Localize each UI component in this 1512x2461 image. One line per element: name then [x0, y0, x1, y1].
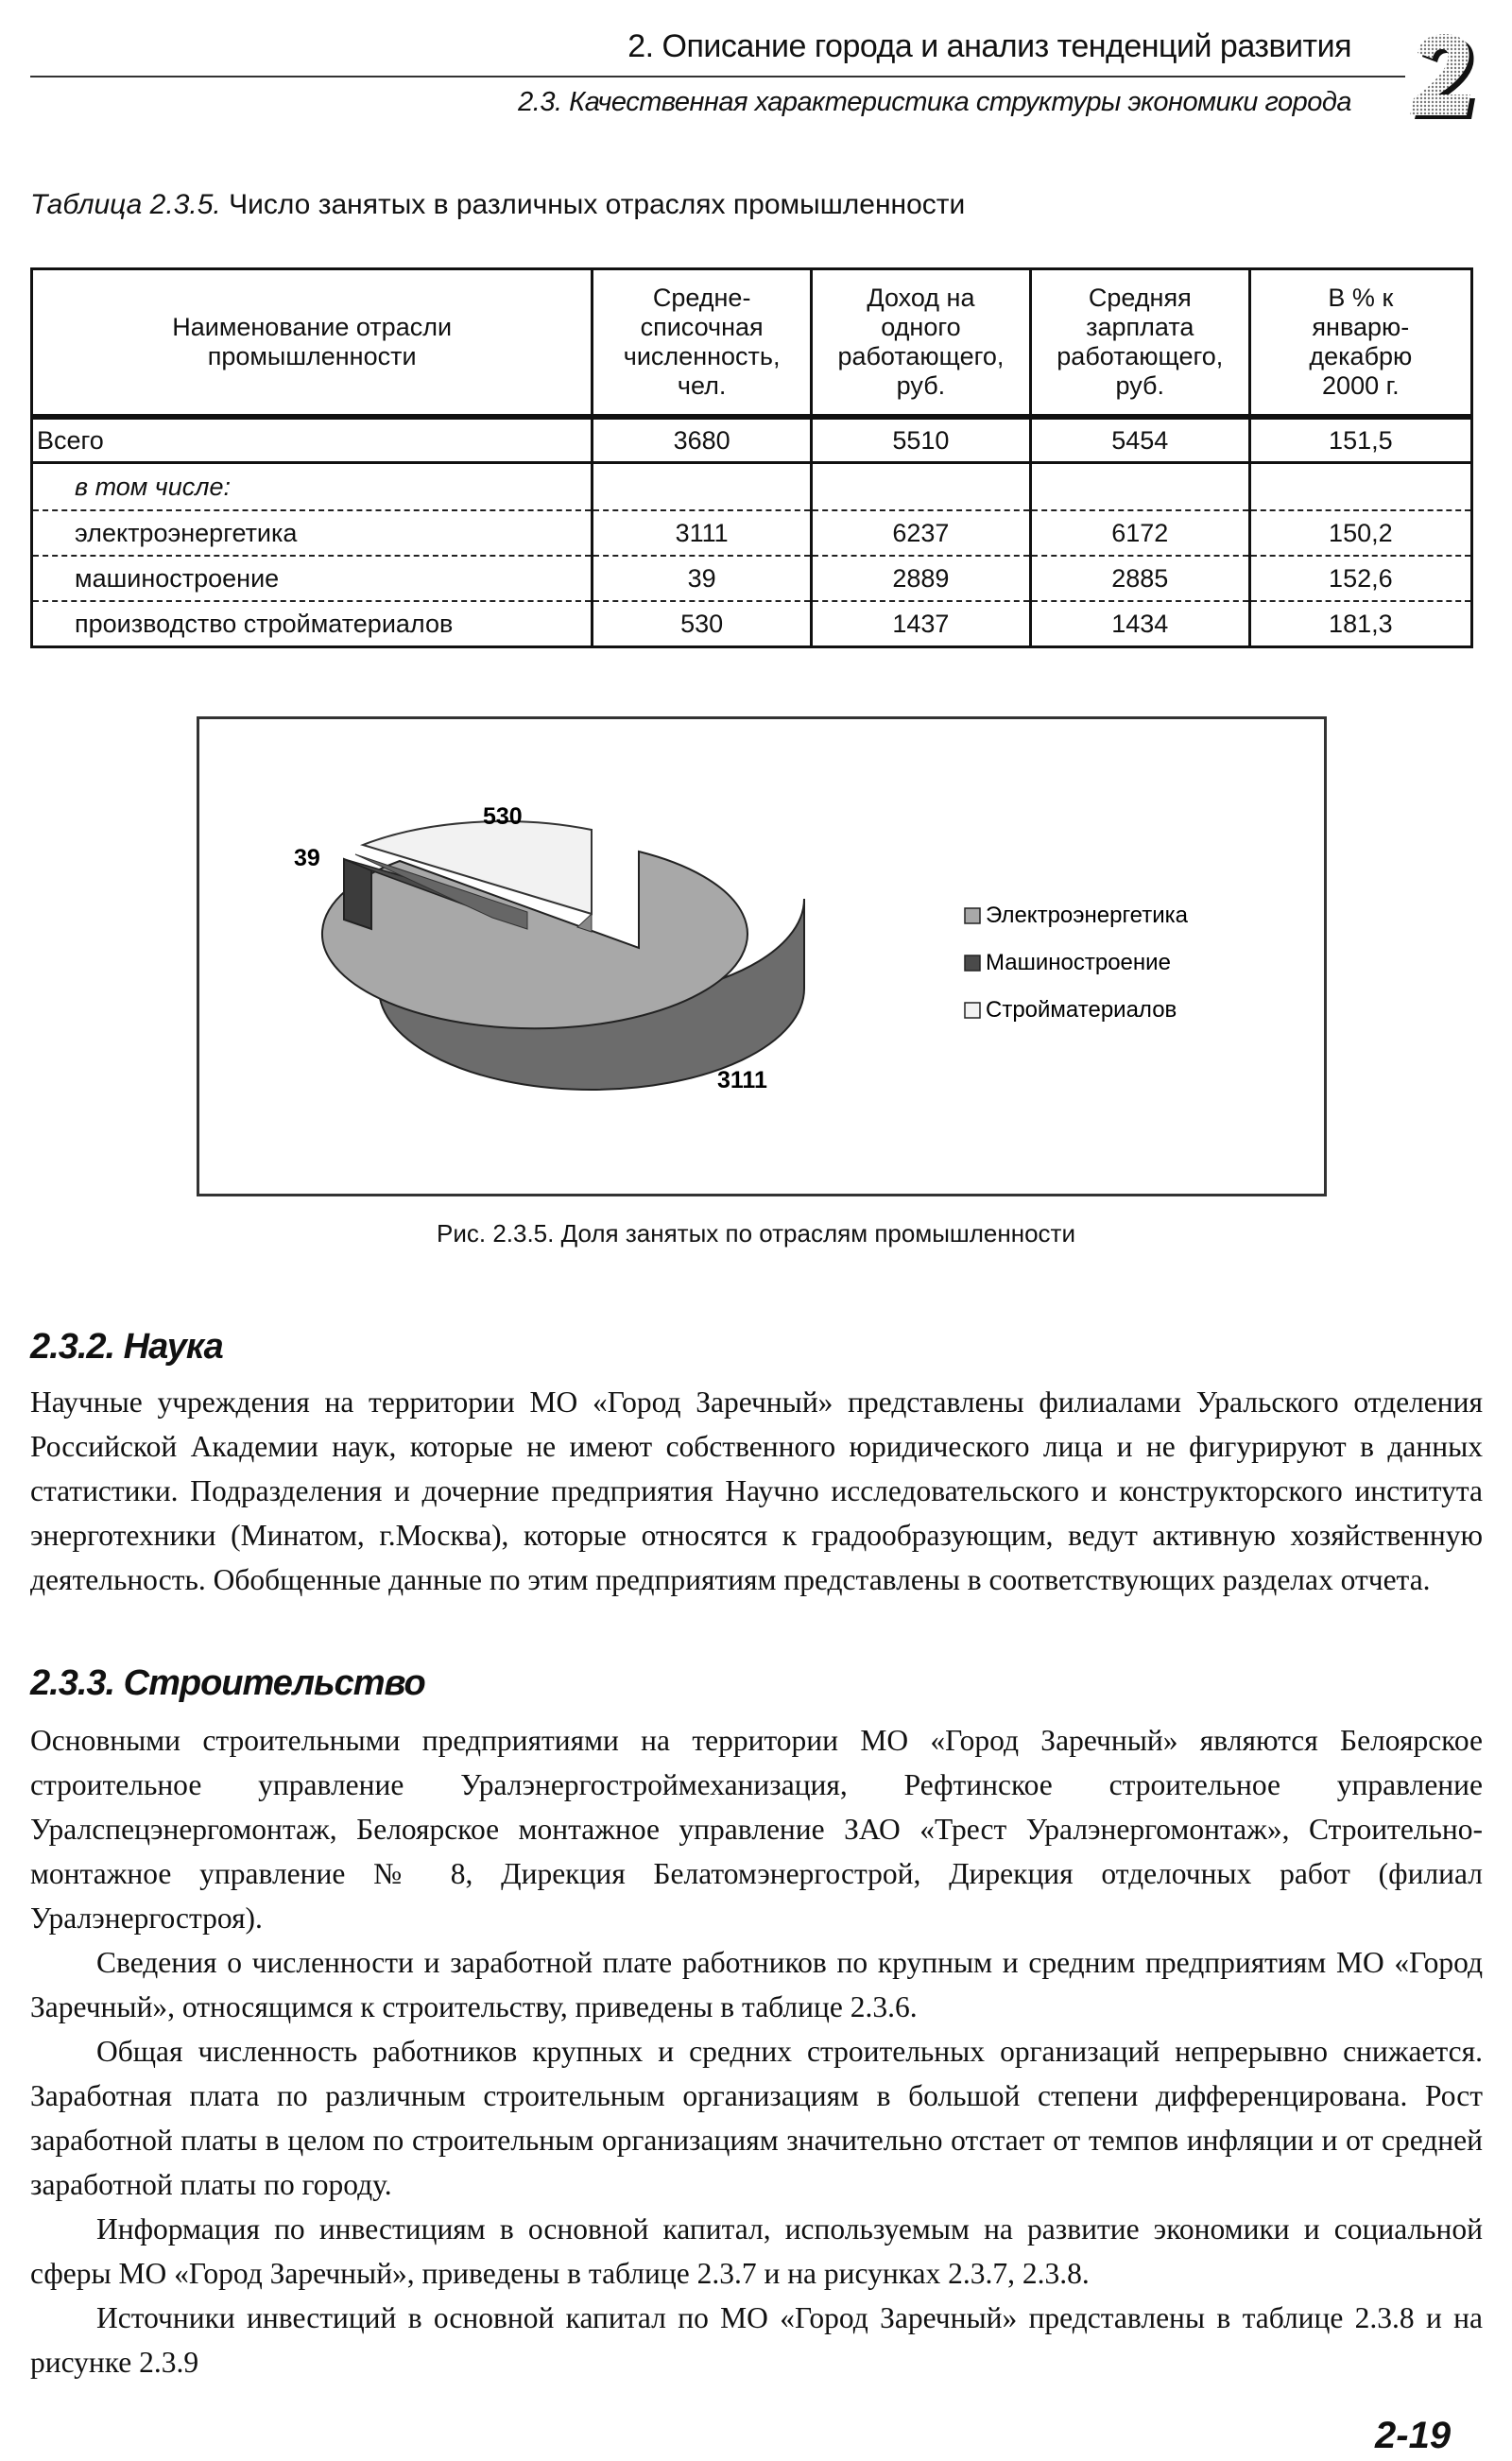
table-caption-label: Таблица 2.3.5.: [30, 189, 221, 220]
cell-income: 6237: [812, 510, 1031, 556]
header-divider: [30, 76, 1405, 77]
column-header-income: Доход на одного работающего, руб.: [812, 269, 1031, 418]
table-caption: [30, 189, 965, 221]
cell-headcount: 3680: [593, 417, 812, 463]
legend-swatch-machine: [965, 955, 980, 971]
cell-percent: 151,5: [1249, 417, 1471, 463]
cell-income: 2889: [812, 556, 1031, 601]
column-header-headcount: Средне-списочная численность, чел.: [593, 269, 812, 418]
section-title: 2.3. Качественная характеристика структуры экономики города: [518, 87, 1351, 117]
section-heading-science: 2.3.2. Наука: [30, 1327, 223, 1367]
cell-percent: 181,3: [1249, 601, 1471, 647]
paragraph: Научные учреждения на территории МО «Город Заречный» представлены филиалами Уральского отделения Российской Академии наук, которые не имеют собственного юридического лица и не фигурируют в данных статистики. Подразделения и дочерние предприятия Научно исследовательского и конструкторского института энерготехники (Минатом, г.Москва), которые относятся к градообразующим, ведут активную хозяйственную деятельность. Обобщенные данные по этим предприятиям представлены в соответствующих разделах отчета.: [30, 1385, 1483, 1596]
section-heading-construction: 2.3.3. Строительство: [30, 1663, 425, 1703]
chapter-title: 2. Описание города и анализ тенденций развития: [627, 28, 1351, 64]
cell-income: 5510: [812, 417, 1031, 463]
pie-chart: [197, 716, 1327, 1196]
paragraph: Общая численность работников крупных и средних строительных организаций непрерывно снижается. Заработная плата по различным строительным организациям в большой степени дифференцирована. Рост заработной платы в целом по строительным организациям значительно отстает от темпов инфляции и от средней заработной платы по городу.: [30, 2035, 1483, 2201]
chart-legend: [965, 903, 1189, 1023]
pie-chart-canvas: [199, 719, 1324, 1194]
column-header-percent: В % к январю-декабрю 2000 г.: [1249, 269, 1471, 418]
table-header-row: [32, 269, 1472, 418]
cell-salary: 6172: [1030, 510, 1249, 556]
table-row: [32, 601, 1472, 647]
table-caption-text: Число занятых в различных отраслях промышленности: [220, 189, 966, 220]
data-label-electro: 3111: [717, 1067, 767, 1093]
cell-headcount: 39: [593, 556, 812, 601]
cell-salary: 1434: [1030, 601, 1249, 647]
cell-income: 1437: [812, 601, 1031, 647]
cell-percent: 150,2: [1249, 510, 1471, 556]
legend-label-machine: Машиностроение: [986, 950, 1171, 975]
employment-table: [30, 267, 1473, 648]
data-label-machine: 39: [294, 845, 320, 871]
legend-label-stroy: Стройматериалов: [986, 997, 1177, 1023]
table-row: [32, 556, 1472, 601]
cell-name: производство стройматериалов: [32, 601, 593, 647]
section-body-science: [30, 1380, 1483, 1602]
paragraph: Основными строительными предприятиями на территории МО «Город Заречный» являются Белоярское строительное управление Уралэнергостроймеханизация, Рефтинское строительное управление Уралспецэнергомонтаж, Белоярское монтажное управление ЗАО «Трест Уралэнергомонтаж», Строительно-монтажное управление № 8, Дирекция Белатомэнергострой, Дирекция отделочных работ (филиал Уралэнергостроя).: [30, 1724, 1483, 1935]
column-header-salary: Средняя зарплата работающего, руб.: [1030, 269, 1249, 418]
figure-caption: Рис. 2.3.5. Доля занятых по отраслям промышленности: [437, 1219, 1075, 1248]
legend-swatch-stroy: [965, 1003, 980, 1018]
table-row-total: [32, 417, 1472, 463]
legend-label-electro: Электроэнергетика: [986, 903, 1189, 928]
table-row-subheader: [32, 463, 1472, 511]
cell-salary: 5454: [1030, 417, 1249, 463]
table-row: [32, 510, 1472, 556]
legend-swatch-electro: [965, 908, 980, 923]
section-body-construction: [30, 1718, 1483, 2384]
paragraph: Информация по инвестициям в основной капитал, используемым на развитие экономики и социальной сферы МО «Город Заречный», приведены в таблице 2.3.7 и на рисунках 2.3.7, 2.3.8.: [30, 2212, 1483, 2290]
data-label-stroy: 530: [483, 803, 523, 830]
paragraph: Источники инвестиций в основной капитал по МО «Город Заречный» представлены в таблице 2.3.8 и на рисунке 2.3.9: [30, 2301, 1483, 2379]
cell-name: электроэнергетика: [32, 510, 593, 556]
cell-subheader: в том числе:: [32, 463, 593, 511]
cell-headcount: 3111: [593, 510, 812, 556]
cell-name: Всего: [32, 417, 593, 463]
cell-salary: 2885: [1030, 556, 1249, 601]
column-header-industry: Наименование отрасли промышленности: [32, 269, 593, 418]
cell-headcount: 530: [593, 601, 812, 647]
page-number: 2-19: [1375, 2415, 1452, 2456]
cell-percent: 152,6: [1249, 556, 1471, 601]
chapter-number-badge-icon: [1397, 28, 1482, 123]
cell-name: машиностроение: [32, 556, 593, 601]
paragraph: Сведения о численности и заработной плате работников по крупным и средним предприятиям МО «Город Заречный», относящимся к строительству, приведены в таблице 2.3.6.: [30, 1946, 1483, 2023]
